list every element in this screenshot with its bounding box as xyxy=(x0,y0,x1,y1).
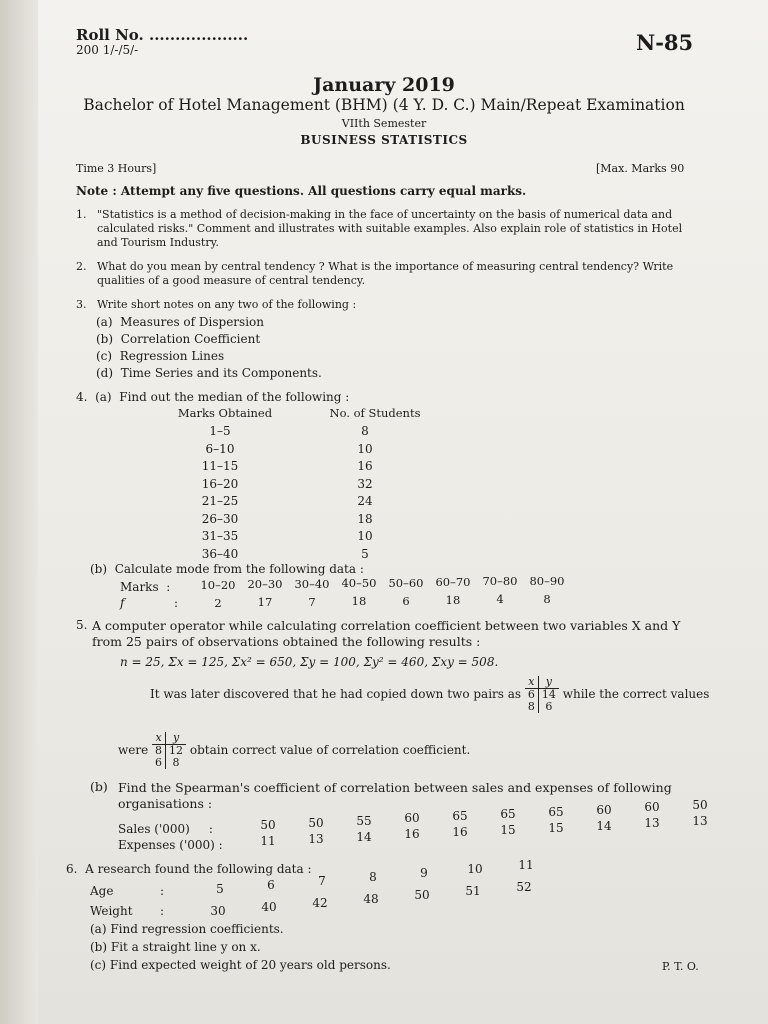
pair-value: 6 xyxy=(152,757,166,769)
part-text: Find the Spearman's coefficient of correlation between sales and expenses of following organisations : xyxy=(118,780,672,811)
obtain-text: obtain correct value of correlation coefficient. xyxy=(189,743,471,757)
sales-value: 60 xyxy=(404,811,420,826)
question-6 xyxy=(66,862,311,876)
pair-value: 8 xyxy=(152,745,166,758)
student-count: 10 xyxy=(357,441,373,456)
pair-value: 14 xyxy=(538,689,559,702)
age-label xyxy=(90,884,113,898)
item-text: Regression Lines xyxy=(119,349,225,363)
y-header: y xyxy=(172,731,180,744)
time-allowed: Time 3 Hours] xyxy=(76,162,157,175)
wrong-pairs xyxy=(525,676,559,713)
expense-value: 14 xyxy=(596,818,612,833)
question-number: 5. xyxy=(76,618,88,632)
class-frequency: 8 xyxy=(543,591,551,606)
marks-range: 1–5 xyxy=(209,424,231,438)
question-text: A computer operator while calculating correlation coefficient between two variables X and Y from 25 pairs of observations obtained the following results : xyxy=(92,618,681,649)
weight-label xyxy=(90,904,133,918)
q4-part-b xyxy=(90,562,364,576)
class-frequency: 17 xyxy=(257,595,273,610)
paper-code: N-85 xyxy=(636,30,694,55)
sales-value: 50 xyxy=(308,815,324,830)
expense-value: 16 xyxy=(404,827,420,842)
pair-value: 6 xyxy=(545,700,553,713)
marks-class: 60–70 xyxy=(435,575,471,589)
later-text: It was later discovered that he had copied down two pairs as xyxy=(150,687,522,701)
expense-value: 16 xyxy=(452,825,468,840)
were-text: were xyxy=(118,743,149,757)
expense-value: 13 xyxy=(308,831,324,846)
pair-value: 8 xyxy=(525,701,539,713)
question-text: "Statistics is a method of decision-making in the face of uncertainty on the basis of numerical data and calculated risks." Comment and illustrates with suitable examples. Also explain role of statistics in Hotel and Tourism Industry. xyxy=(97,208,683,249)
question-text: A research found the following data : xyxy=(85,862,312,876)
age-value: 8 xyxy=(369,870,377,884)
item-text: Correlation Coefficient xyxy=(120,332,261,346)
question-text: What do you mean by central tendency ? What is the importance of measuring central tendency? Write qualities of a good measure of central tendency. xyxy=(97,260,674,287)
expense-value: 15 xyxy=(548,820,564,835)
marks-class: 30–40 xyxy=(294,576,330,591)
item-label: (a) xyxy=(96,315,113,329)
q5-later xyxy=(150,676,709,713)
part-text: Fit a straight line y on x. xyxy=(110,940,261,954)
roll-sub: 200 1/-/5/- xyxy=(76,43,139,57)
expenses-label: Expenses ('000) : xyxy=(118,838,223,852)
expense-value: 13 xyxy=(692,814,708,829)
q6-part-c xyxy=(90,958,391,972)
expense-value: 14 xyxy=(356,829,372,844)
question-number: 4. xyxy=(76,390,88,404)
age-value: 5 xyxy=(216,882,224,896)
part-label: (c) xyxy=(90,958,107,972)
weight-value: 40 xyxy=(261,900,277,914)
marks-class: 40–50 xyxy=(341,576,377,591)
column-header: No. of Students xyxy=(329,406,421,420)
marks-range: 31–35 xyxy=(201,529,239,543)
y-header: y xyxy=(545,675,552,688)
part-label: (b) xyxy=(90,779,108,794)
freq-label xyxy=(120,596,124,610)
age-value: 9 xyxy=(420,866,428,880)
part-label: (a) xyxy=(95,390,112,404)
sales-value: 65 xyxy=(500,807,516,821)
marks-class: 20–30 xyxy=(247,577,283,592)
weight-value: 48 xyxy=(363,892,379,906)
course-title: Bachelor of Hotel Management (BHM) (4 Y. D. C.) Main/Repeat Examination xyxy=(83,96,685,114)
question-number: 2. xyxy=(76,260,87,273)
item-label: (c) xyxy=(96,349,113,363)
part-text: Find regression coefficients. xyxy=(110,922,284,936)
row-label: f xyxy=(120,596,125,610)
age-value: 6 xyxy=(267,878,275,892)
marks-range: 11–15 xyxy=(201,459,239,473)
student-count: 5 xyxy=(361,546,369,561)
sales-value: 50 xyxy=(260,818,276,832)
question-text: Write short notes on any two of the following : xyxy=(97,298,357,311)
age-value: 10 xyxy=(467,862,483,876)
marks-range: 16–20 xyxy=(201,476,239,491)
marks-class: 80–90 xyxy=(529,573,565,588)
correct-pairs xyxy=(152,732,186,769)
student-count: 8 xyxy=(361,424,369,438)
column-header: Marks Obtained xyxy=(177,406,273,420)
age-colon: : xyxy=(160,884,165,898)
roll-label: Roll No. ................... xyxy=(76,26,249,44)
weight-value: 50 xyxy=(414,888,430,902)
row-label: Sales ('000) xyxy=(118,822,190,836)
part-text: Find out the median of the following : xyxy=(119,390,350,404)
subject-title: BUSINESS STATISTICS xyxy=(300,133,468,147)
expense-value: 11 xyxy=(260,834,276,848)
marks-label: Marks : xyxy=(120,580,171,594)
row-label: Expenses ('000) xyxy=(118,838,215,852)
q6-part-b xyxy=(90,940,261,954)
weight-colon: : xyxy=(160,904,165,918)
pair-value: 6 xyxy=(525,689,539,702)
question-number: 6. xyxy=(66,862,78,876)
student-count: 10 xyxy=(357,529,373,543)
max-marks: [Max. Marks 90 xyxy=(596,162,685,175)
row-label: Marks xyxy=(120,580,159,594)
weight-value: 30 xyxy=(210,904,226,918)
marks-class: 50–60 xyxy=(388,575,424,590)
sales-value: 50 xyxy=(692,798,708,813)
age-value: 11 xyxy=(518,858,534,872)
item-label: (b) xyxy=(96,332,114,346)
student-count: 24 xyxy=(357,494,373,508)
q3-item-b xyxy=(96,332,260,346)
page-turn-over: P. T. O. xyxy=(662,960,699,973)
q5-were xyxy=(118,732,470,769)
q3-item-d xyxy=(96,366,322,380)
q5-formula: n = 25, Σx = 125, Σx² = 650, Σy = 100, Σy² = 460, Σxy = 508. xyxy=(120,655,499,669)
class-frequency: 18 xyxy=(445,593,461,607)
class-frequency: 18 xyxy=(351,594,367,609)
x-header: x xyxy=(152,732,166,745)
pair-value: 12 xyxy=(166,745,187,758)
q6-part-a xyxy=(90,922,284,936)
sales-value: 60 xyxy=(644,800,660,815)
weight-value: 42 xyxy=(312,896,328,910)
marks-class: 70–80 xyxy=(482,574,518,589)
student-count: 18 xyxy=(357,511,373,526)
roll-number xyxy=(76,28,248,57)
sales-value: 65 xyxy=(548,804,564,819)
median-table xyxy=(160,405,440,421)
item-text: Measures of Dispersion xyxy=(120,315,264,329)
question-number: 3. xyxy=(76,298,87,311)
x-header: x xyxy=(525,676,539,689)
item-text: Time Series and its Components. xyxy=(120,366,322,380)
sales-value: 55 xyxy=(356,813,372,828)
student-count: 16 xyxy=(357,459,373,473)
class-frequency: 2 xyxy=(214,596,222,610)
item-label: (d) xyxy=(96,366,114,380)
part-text: Calculate mode from the following data : xyxy=(114,562,364,576)
weight-value: 51 xyxy=(465,884,481,898)
sales-label: Sales ('000) : xyxy=(118,822,213,836)
question-number: 1. xyxy=(76,208,87,221)
row-label: Weight xyxy=(90,904,133,918)
marks-range: 21–25 xyxy=(201,494,239,508)
age-value: 7 xyxy=(318,874,326,888)
freq-colon: : xyxy=(174,596,179,610)
later-end-text: while the correct values xyxy=(562,687,710,701)
sales-value: 60 xyxy=(596,802,612,817)
student-count: 32 xyxy=(357,476,373,491)
marks-range: 26–30 xyxy=(201,511,239,526)
instructions-note: Note : Attempt any five questions. All questions carry equal marks. xyxy=(76,184,527,198)
weight-value: 52 xyxy=(516,880,532,894)
part-label: (a) xyxy=(90,922,107,936)
row-label: Age xyxy=(90,884,114,898)
part-text: Find expected weight of 20 years old persons. xyxy=(109,958,391,972)
pair-value: 8 xyxy=(172,756,180,769)
q3-item-a xyxy=(96,315,264,329)
class-frequency: 6 xyxy=(402,593,410,608)
q3-item-c xyxy=(96,349,224,363)
marks-range: 36–40 xyxy=(201,546,239,561)
part-label: (b) xyxy=(90,940,108,954)
class-frequency: 4 xyxy=(496,592,504,607)
part-label: (b) xyxy=(90,562,108,576)
semester: VIIth Semester xyxy=(341,117,427,130)
marks-range: 6–10 xyxy=(205,441,235,456)
expense-value: 15 xyxy=(500,823,516,837)
expense-value: 13 xyxy=(644,816,660,831)
question-4 xyxy=(76,390,349,404)
class-frequency: 7 xyxy=(308,594,316,609)
marks-class: 10–20 xyxy=(200,578,236,592)
sales-value: 65 xyxy=(452,809,468,824)
exam-date: January 2019 xyxy=(313,74,455,96)
